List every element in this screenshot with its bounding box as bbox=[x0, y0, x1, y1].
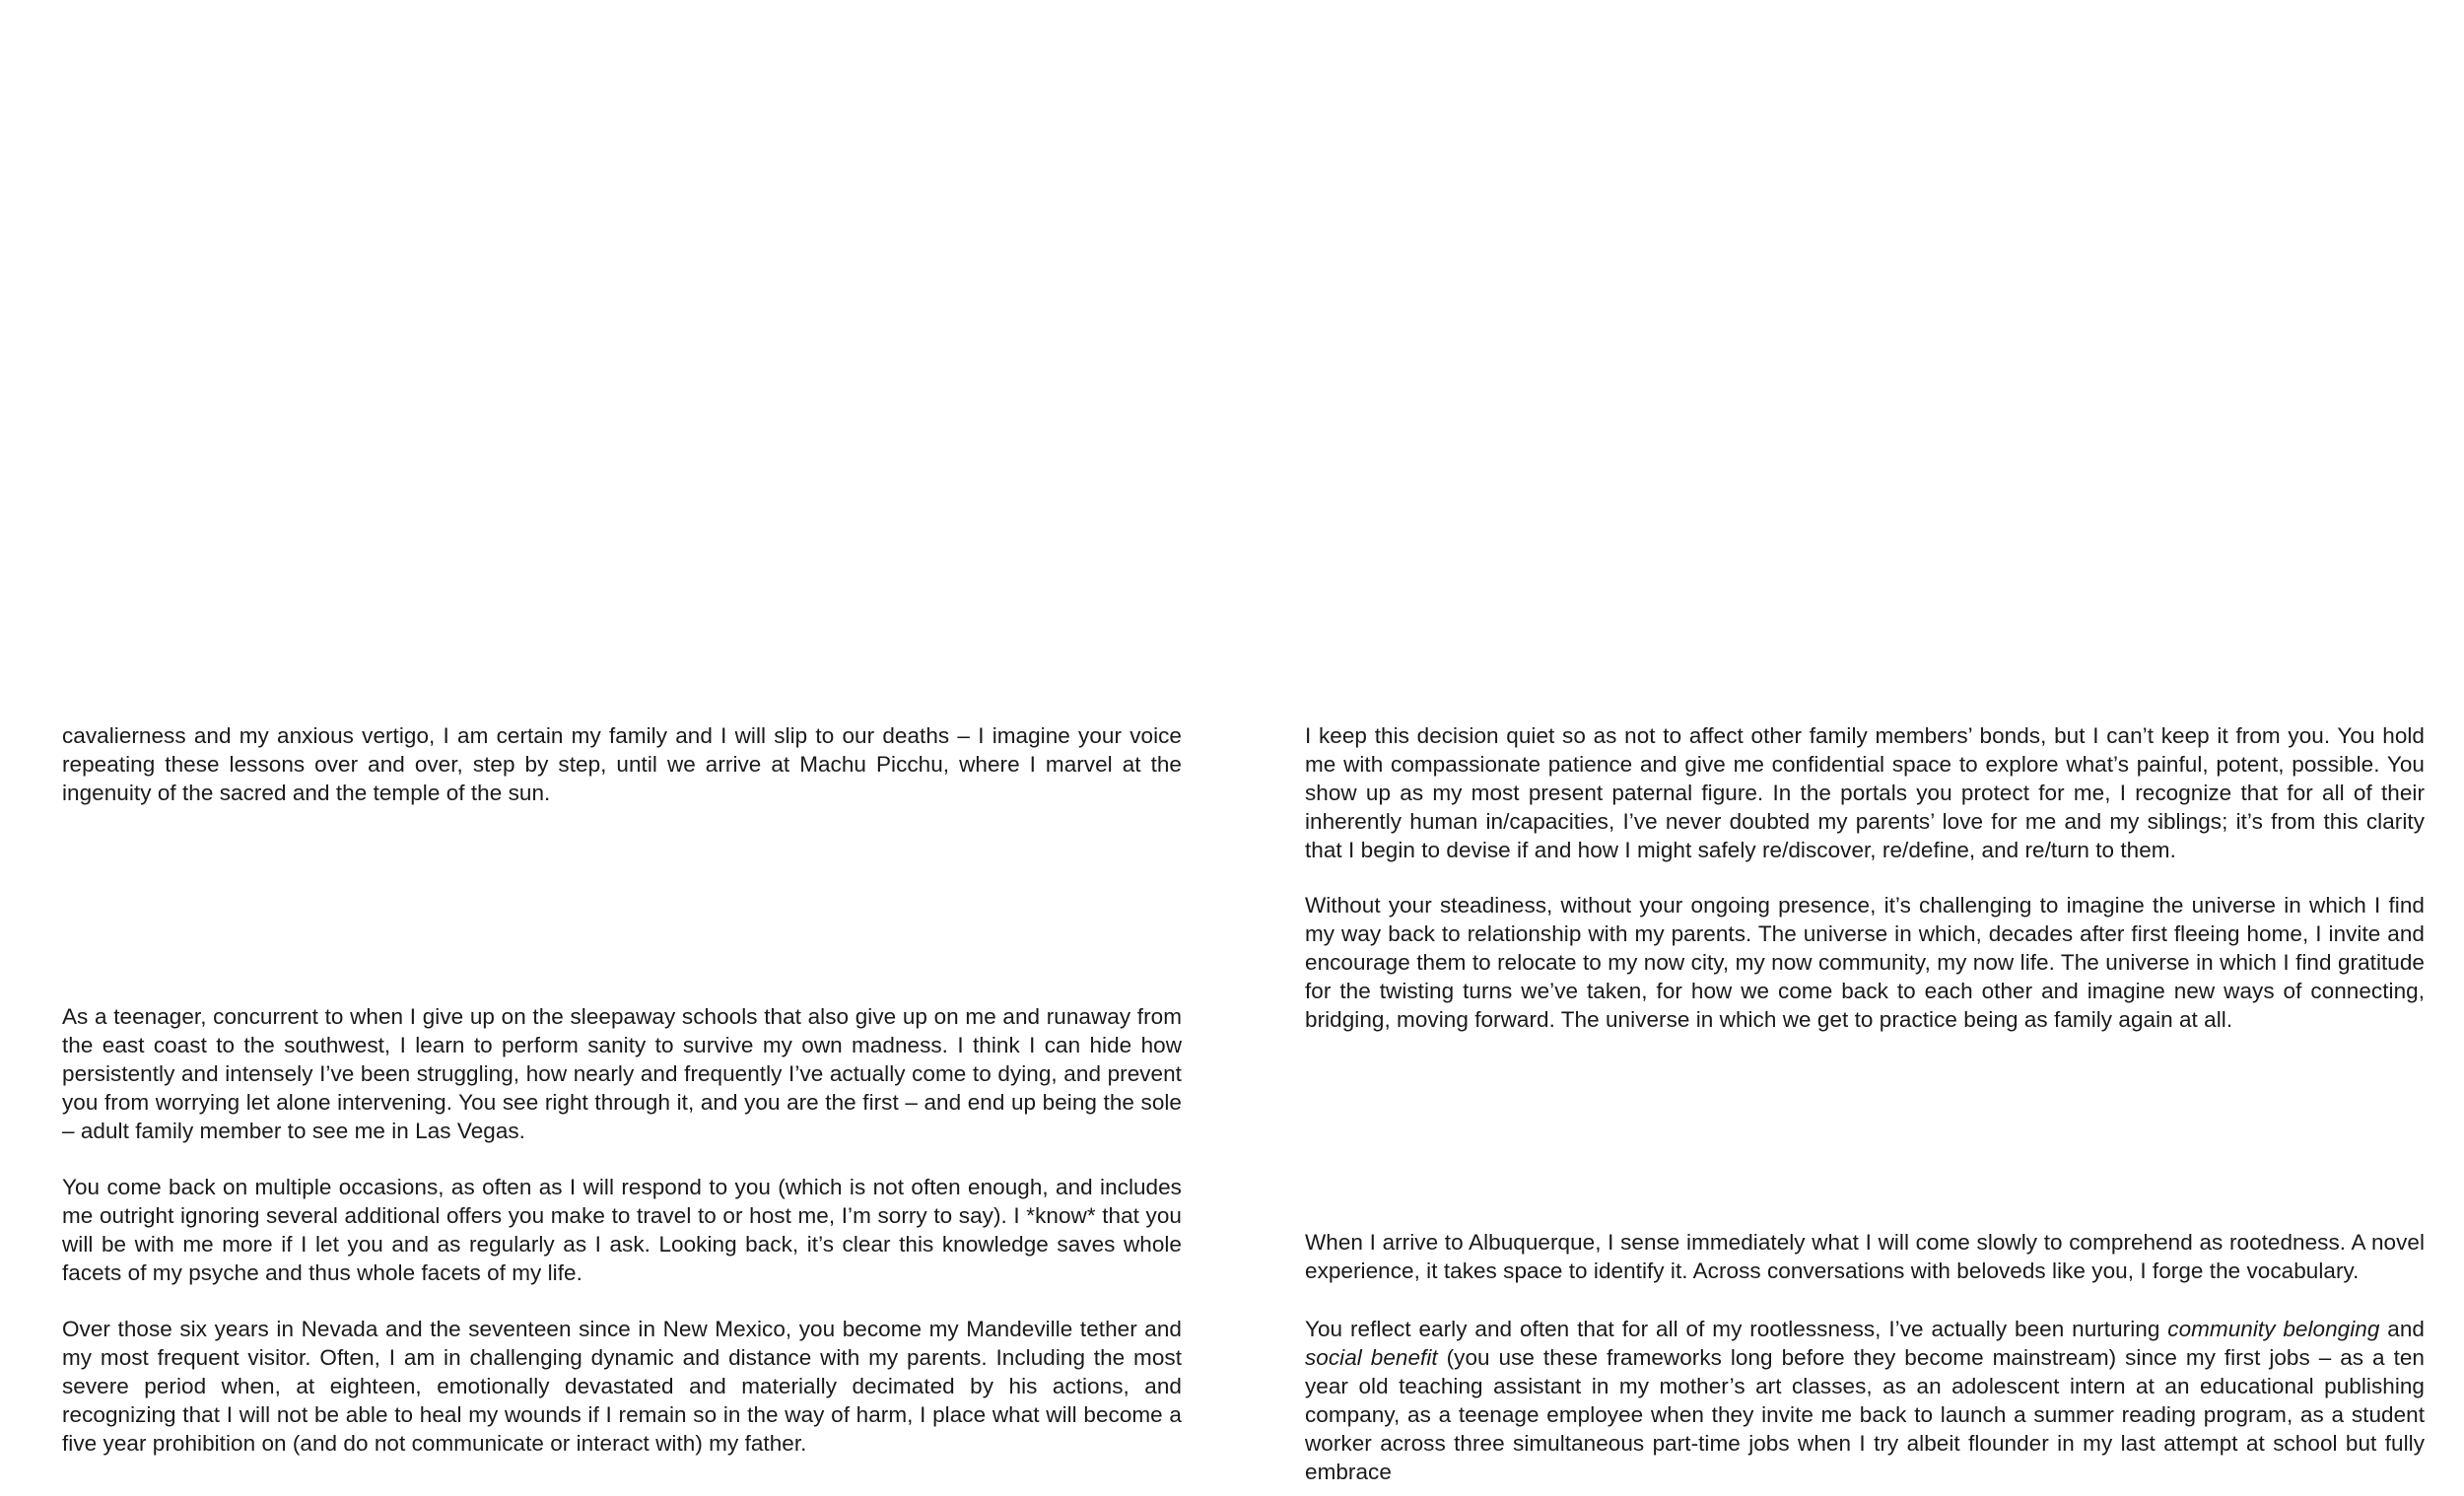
left-paragraph-3: You come back on multiple occasions, as often as I will respond to you (which is not often enough, and includes me outright ignoring several additional offers you make to travel to or host me, I’m sorry to say). I *know* that you will be with me more if I let you and as regularly as I ask. Looking back, it’s clear this knowledge saves whole facets of my psyche and thus whole facets of my life. bbox=[62, 1175, 1182, 1285]
right-paragraph-4-text-a: You reflect early and often that for all of my rootlessness, I’ve actually been nurturing bbox=[1305, 1317, 2168, 1341]
right-paragraph-4 bbox=[1305, 1315, 2425, 1486]
right-paragraph-4-text-b: and bbox=[2379, 1317, 2425, 1341]
left-paragraph-1: cavalierness and my anxious vertigo, I am certain my family and I will slip to our deaths – I imagine your voice repeating these lessons over and over, step by step, until we arrive at Machu Picchu, where I marvel at the ingenuity of the sacred and the temple of the sun. bbox=[62, 723, 1182, 805]
right-paragraph-1: I keep this decision quiet so as not to affect other family members’ bonds, but I can’t keep it from you. You hold me with compassionate patience and give me confidential space to explore what’s painful, potent, possible. You show up as my most present paternal figure. In the portals you protect for me, I recognize that for all of their inherently human in/capacities, I’ve never doubted my parents’ love for me and my siblings; it’s from this clarity that I begin to devise if and how I might safely re/discover, re/define, and re/turn to them. bbox=[1305, 723, 2425, 862]
right-paragraph-4-text-c: (you use these frameworks long before they become mainstream) since my first jobs – as a ten year old teaching assistant in my mother’s art classes, as an adolescent intern at an educational publishing company, as a teenage employee when they invite me back to launch a summer reading program, as a student worker across three simultaneous part-time jobs when I try albeit flounder in my last attempt at school but fully embrace bbox=[1305, 1345, 2425, 1484]
right-paragraph-4-italic-a: community belonging bbox=[2167, 1317, 2380, 1341]
left-paragraph-2: As a teenager, concurrent to when I give up on the sleepaway schools that also give up on me and runaway from the east coast to the southwest, I learn to perform sanity to survive my own madness. I think I can hide how persistently and intensely I’ve been struggling, how nearly and frequently I’ve actually come to dying, and prevent you from worrying let alone intervening. You see right through it, and you are the first – and end up being the sole – adult family member to see me in Las Vegas. bbox=[62, 1004, 1182, 1143]
left-paragraph-4: Over those six years in Nevada and the seventeen since in New Mexico, you become my Mandeville tether and my most frequent visitor. Often, I am in challenging dynamic and distance with my parents. Including the most severe period when, at eighteen, emotionally devastated and materially decimated by his actions, and recognizing that I will not be able to heal my wounds if I remain so in the way of harm, I place what will become a five year prohibition on (and do not communicate or interact with) my father. bbox=[62, 1317, 1182, 1456]
right-paragraph-2: Without your steadiness, without your ongoing presence, it’s challenging to imagine the universe in which I find my way back to relationship with my parents. The universe in which, decades after first fleeing home, I invite and encourage them to relocate to my now city, my now community, my now life. The universe in which I find gratitude for the twisting turns we’ve taken, for how we come back to each other and imagine new ways of connecting, bridging, moving forward. The universe in which we get to practice being as family again at all. bbox=[1305, 893, 2425, 1032]
right-paragraph-4-italic-b: social benefit bbox=[1305, 1345, 1438, 1370]
right-paragraph-3: When I arrive to Albuquerque, I sense immediately what I will come slowly to comprehend as rootedness. A novel experience, it takes space to identify it. Across conversations with beloveds like you, I forge the vocabulary. bbox=[1305, 1230, 2425, 1283]
